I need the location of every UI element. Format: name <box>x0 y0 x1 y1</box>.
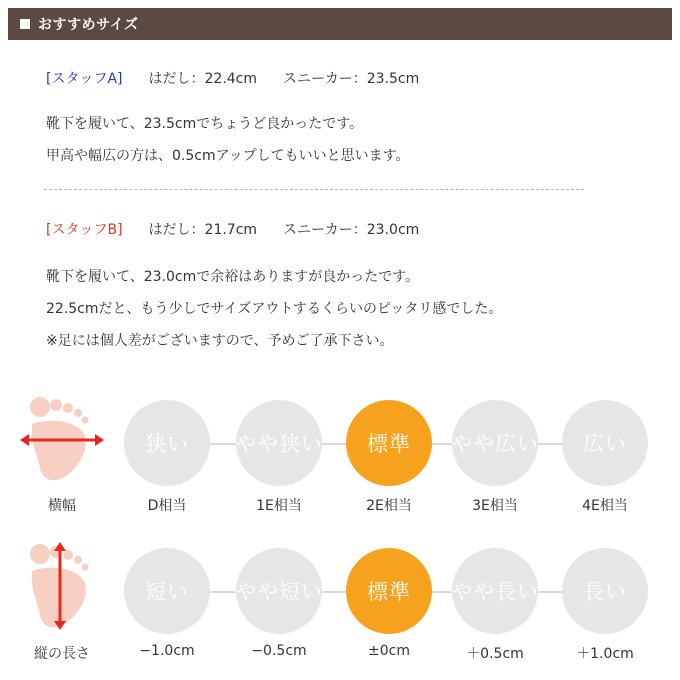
staff-b-sneaker: スニーカー：23.0cm <box>283 222 420 238</box>
length-option-long <box>562 548 648 634</box>
length-option-short <box>124 548 210 634</box>
width-option-label: 標準 <box>367 432 411 456</box>
foot-width-icon <box>18 394 108 484</box>
width-scale-label: 横幅 <box>48 498 76 514</box>
staff-b-summary <box>46 219 646 241</box>
staff-a-block <box>46 68 646 172</box>
staff-b-comment-2: 22.5cmだと、もう少しでサイズアウトするくらいのピッタリ感でした。 <box>46 301 503 317</box>
staff-a-barefoot: はだし：22.4cm <box>148 71 258 87</box>
width-option-wide <box>562 400 648 486</box>
width-option-sub: D相当 <box>147 498 187 514</box>
width-option-label: 狭い <box>145 432 189 456</box>
width-option-sub: 2E相当 <box>366 498 412 514</box>
width-option-label: やや広い <box>451 432 539 456</box>
staff-b-barefoot: はだし：21.7cm <box>148 222 258 238</box>
length-option-sub: −1.0cm <box>139 643 195 659</box>
width-option-label: やや狭い <box>235 432 323 456</box>
width-option-label: 広い <box>583 432 627 456</box>
staff-b-comment-3: ※足には個人差がございますので、予めご了承下さい。 <box>46 333 394 349</box>
width-scale <box>0 392 680 532</box>
length-option-label: 短い <box>145 580 189 604</box>
staff-a-summary <box>46 68 646 90</box>
staff-a-tag: [スタッフA] <box>46 71 123 87</box>
length-option-sub: −0.5cm <box>251 643 307 659</box>
staff-b-tag: [スタッフB] <box>46 222 123 238</box>
staff-b-comment-1: 靴下を履いて、23.0cmで余裕はありますが良かったです。 <box>46 269 420 285</box>
width-option-sub: 3E相当 <box>472 498 518 514</box>
width-option-standard <box>346 400 432 486</box>
length-option-label: 長い <box>583 580 627 604</box>
foot-length-icon <box>18 540 108 630</box>
length-option-slightly-short <box>236 548 322 634</box>
width-option-sub: 1E相当 <box>256 498 302 514</box>
length-option-slightly-long <box>452 548 538 634</box>
width-option-sub: 4E相当 <box>582 498 628 514</box>
length-scale <box>0 540 680 680</box>
width-option-slightly-wide <box>452 400 538 486</box>
length-option-sub: ＋1.0cm <box>576 646 634 662</box>
section-header <box>8 8 672 40</box>
length-option-label: やや短い <box>235 580 323 604</box>
length-option-standard <box>346 548 432 634</box>
length-option-sub: ＋0.5cm <box>466 646 524 662</box>
square-icon <box>20 19 30 29</box>
staff-a-comment-2: 甲高や幅広の方は、0.5cmアップしてもいいと思います。 <box>46 148 410 164</box>
width-option-narrow <box>124 400 210 486</box>
length-option-label: 標準 <box>367 580 411 604</box>
staff-b-block <box>46 219 646 357</box>
length-scale-label: 縦の長さ <box>34 646 90 662</box>
length-option-label: やや長い <box>451 580 539 604</box>
length-option-sub: ±0cm <box>368 643 410 659</box>
staff-a-sneaker: スニーカー：23.5cm <box>283 71 420 87</box>
width-option-slightly-narrow <box>236 400 322 486</box>
dashed-divider <box>44 189 584 190</box>
staff-a-comment-1: 靴下を履いて、23.5cmでちょうど良かったです。 <box>46 116 364 132</box>
section-title: おすすめサイズ <box>38 17 139 33</box>
